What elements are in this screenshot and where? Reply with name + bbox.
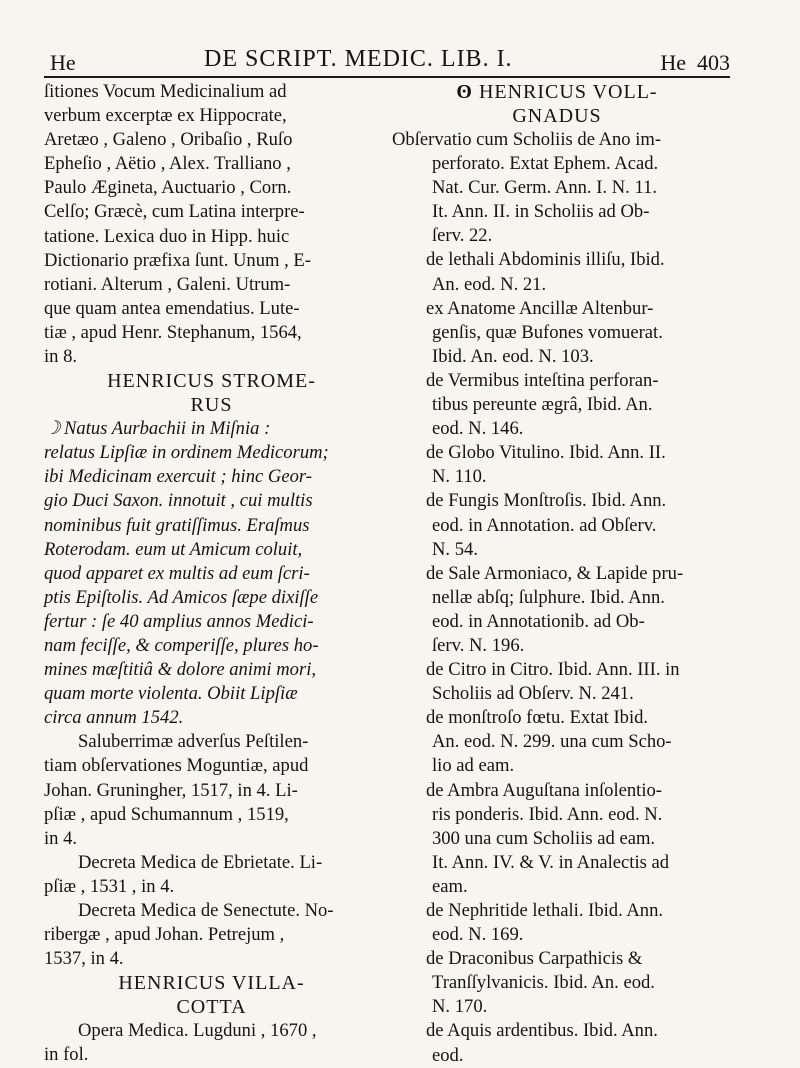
- work-entry-line: in 4.: [44, 827, 78, 849]
- header-right-word: He: [660, 50, 686, 75]
- observation-entry-line: eam.: [432, 875, 468, 897]
- work-entry-line: tiam obſervationes Moguntiæ, apud: [44, 755, 309, 777]
- text-line: Aretæo , Galeno , Oribaſio , Ruſo: [44, 129, 293, 151]
- observation-entry-line: N. 110.: [432, 466, 487, 488]
- moon-symbol: ☽: [44, 418, 61, 440]
- observation-entry-line: perforato. Extat Ephem. Acad.: [432, 153, 659, 175]
- observation-entry-line: de Aquis ardentibus. Ibid. Ann.: [426, 1020, 658, 1042]
- observation-entry-line: An. eod. N. 21.: [432, 273, 547, 295]
- observation-entry-line: An. eod. N. 299. una cum Scho-: [432, 731, 672, 753]
- observation-entry-line: de Draconibus Carpathicis &: [426, 948, 643, 970]
- bio-line: relatus Lipſiæ in ordinem Medicorum;: [44, 442, 329, 464]
- observation-entry-line: de Sale Armoniaco, & Lapide pru-: [426, 562, 684, 584]
- work-entry-line: pſiæ , 1531 , in 4.: [44, 875, 175, 897]
- observation-entry-line: de lethali Abdominis illiſu, Ibid.: [426, 249, 665, 271]
- circle-symbol: ʘ: [456, 81, 479, 103]
- page-number: 403: [697, 50, 730, 75]
- bio-line: gio Duci Saxon. innotuit , cui multis: [44, 490, 313, 512]
- text-line: tiæ , apud Henr. Stephanum, 1564,: [44, 321, 302, 343]
- observation-entry-line: Nat. Cur. Germ. Ann. I. N. 11.: [432, 177, 657, 199]
- observation-entry-line: N. 54.: [432, 538, 478, 560]
- work-entry-line: Decreta Medica de Senectute. No-: [78, 900, 334, 921]
- author-heading: GNADUS: [512, 105, 602, 127]
- bio-line: Roterodam. eum ut Amicum coluit,: [44, 538, 303, 560]
- observation-entry-line: de Vermibus inteſtina perforan-: [426, 369, 659, 391]
- observation-entry-line: ſerv. 22.: [432, 225, 493, 247]
- author-heading: COTTA: [176, 996, 247, 1019]
- observation-entry-line: ris ponderis. Ibid. Ann. eod. N.: [432, 803, 663, 825]
- text-line: in 8.: [44, 346, 78, 368]
- observation-entry-line: ſerv. N. 196.: [432, 634, 525, 656]
- observation-entry-line: 300 una cum Scholiis ad eam.: [432, 827, 656, 849]
- observation-entry-line: eod.: [432, 1044, 464, 1066]
- bio-line: mines mæſtitiâ & dolore animi mori,: [44, 659, 317, 681]
- bio-line: ibi Medicinam exercuit ; hinc Geor-: [44, 466, 312, 488]
- text-line: Celſo; Græcè, cum Latina interpre-: [44, 201, 305, 223]
- author-heading: ʘ HENRICUS VOLL-: [456, 81, 658, 103]
- author-heading: RUS: [190, 394, 233, 417]
- observation-entry-line: de Citro in Citro. Ibid. Ann. III. in: [426, 659, 680, 681]
- observation-entry-line: It. Ann. II. in Scholiis ad Ob-: [432, 201, 650, 223]
- text-line: ſitiones Vocum Medicinalium ad: [44, 81, 287, 102]
- observation-entry-line: lio ad eam.: [432, 755, 515, 777]
- observation-entry-line: de Fungis Monſtroſis. Ibid. Ann.: [426, 490, 667, 512]
- author-heading: HENRICUS VILLA-: [118, 972, 305, 995]
- work-entry-line: Decreta Medica de Ebrietate. Li-: [78, 851, 323, 873]
- header-left-word: He: [50, 50, 76, 75]
- right-column: [392, 80, 722, 1068]
- observation-entry-line: de Nephritide lethali. Ibid. Ann.: [426, 900, 664, 921]
- observation-entry-line: Ibid. An. eod. N. 103.: [432, 345, 594, 367]
- work-entry-line: Johan. Gruningher, 1517, in 4. Li-: [44, 779, 298, 801]
- work-entry-line: ribergæ , apud Johan. Petrejum ,: [44, 924, 285, 946]
- work-entry-line: Saluberrimæ adverſus Peſtilen-: [78, 731, 309, 753]
- bio-line: quod apparet ex multis ad eum ſcri-: [44, 562, 310, 584]
- observation-entry-line: eod. N. 146.: [432, 418, 524, 440]
- bio-line: ☽ Natus Aurbachii in Miſnia :: [44, 417, 379, 441]
- observation-entry-line: ex Anatome Ancillæ Altenbur-: [426, 297, 654, 319]
- observation-entry-line: Tranſſylvanicis. Ibid. An. eod.: [432, 972, 655, 994]
- text-line: Paulo Ægineta, Auctuario , Corn.: [44, 177, 292, 199]
- observation-entry-line: nellæ abſq; ſulphure. Ibid. Ann.: [432, 586, 665, 608]
- left-column: [44, 80, 379, 1067]
- observation-entry-line: Obſervatio cum Scholiis de Ano im-: [392, 129, 662, 150]
- bio-line: fertur : ſe 40 amplius annos Medici-: [44, 610, 314, 632]
- bio-line: nominibus fuit gratiſſimus. Eraſmus: [44, 514, 310, 536]
- header-title: DE SCRIPT. MEDIC. LIB. I.: [204, 46, 513, 72]
- observation-entry-line: de monſtroſo fœtu. Extat Ibid.: [426, 707, 649, 729]
- bio-line: circa annum 1542.: [44, 707, 184, 729]
- text-line: que quam antea emendatius. Lute-: [44, 297, 300, 319]
- bio-line: nam feciſſe, & comperiſſe, plures ho-: [44, 634, 319, 656]
- text-line: verbum excerptæ ex Hippocrate,: [44, 105, 287, 127]
- text-line: Dictionario præfixa ſunt. Unum , E-: [44, 249, 311, 271]
- work-entry-line: 1537, in 4.: [44, 948, 124, 970]
- work-entry-line: in fol.: [44, 1044, 89, 1066]
- work-entry-line: Opera Medica. Lugduni , 1670 ,: [78, 1020, 317, 1042]
- author-heading: HENRICUS STROME-: [107, 370, 316, 393]
- observation-entry-line: tibus pereunte ægrâ, Ibid. An.: [432, 394, 653, 416]
- text-line: Epheſio , Aëtio , Alex. Tralliano ,: [44, 153, 291, 175]
- observation-entry-line: It. Ann. IV. & V. in Analectis ad: [432, 851, 670, 873]
- observation-entry-line: eod. in Annotation. ad Obſerv.: [432, 514, 657, 536]
- observation-entry-line: de Ambra Auguſtana inſolentio-: [426, 779, 662, 801]
- observation-entry-line: N. 170.: [432, 996, 488, 1018]
- observation-entry-line: genſis, quæ Bufones vomuerat.: [432, 321, 663, 343]
- work-entry-line: pſiæ , apud Schumannum , 1519,: [44, 803, 289, 825]
- observation-entry-line: de Globo Vitulino. Ibid. Ann. II.: [426, 442, 666, 464]
- running-header: [44, 42, 730, 78]
- text-line: rotiani. Alterum , Galeni. Utrum-: [44, 273, 291, 295]
- text-line: tatione. Lexica duo in Hipp. huic: [44, 225, 290, 247]
- observation-entry-line: eod. N. 169.: [432, 924, 524, 946]
- observation-entry-line: Scholiis ad Obſerv. N. 241.: [432, 683, 634, 705]
- bio-line: quam morte violenta. Obiit Lipſiæ: [44, 683, 298, 705]
- bio-line: ptis Epiſtolis. Ad Amicos ſæpe dixiſſe: [44, 586, 319, 608]
- observation-entry-line: eod. in Annotationib. ad Ob-: [432, 610, 645, 632]
